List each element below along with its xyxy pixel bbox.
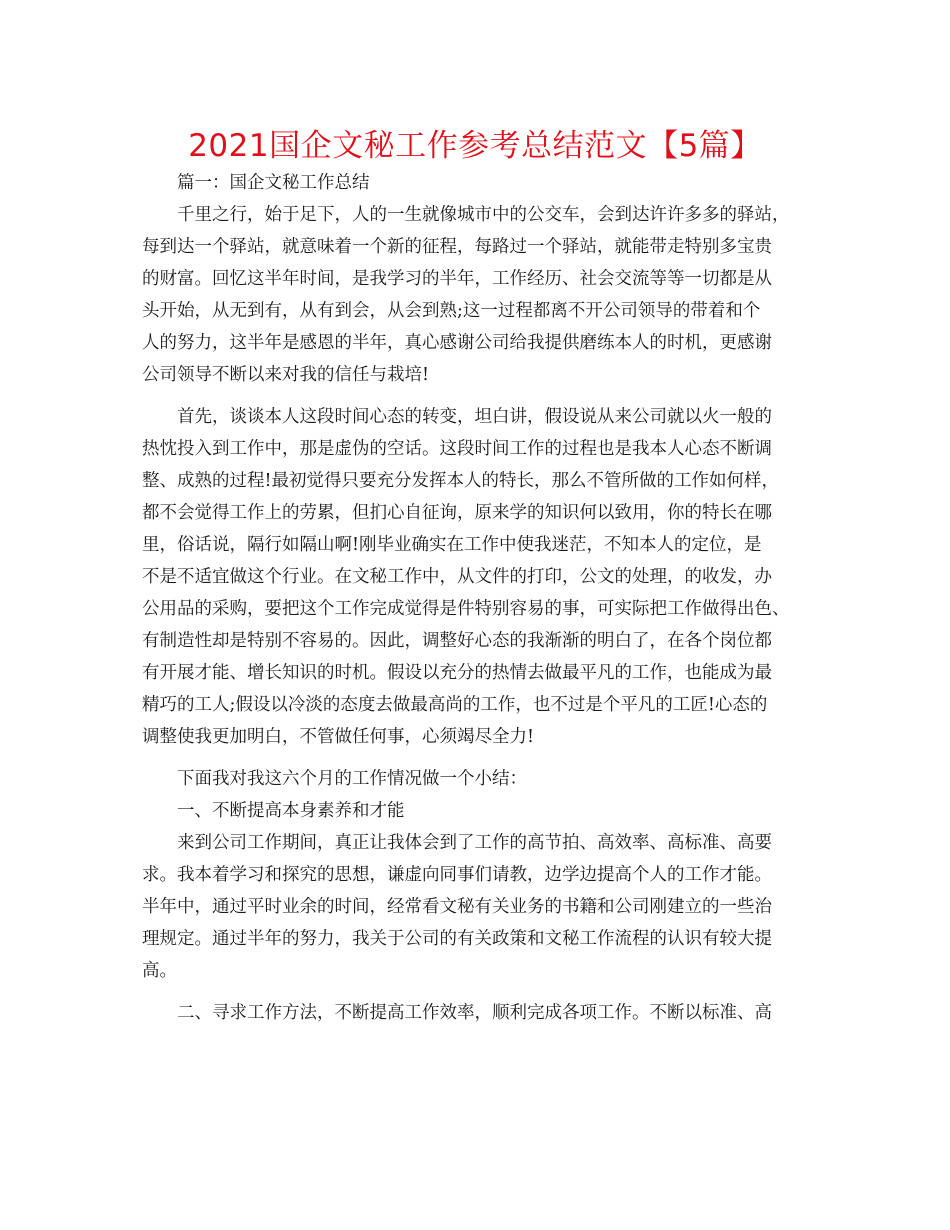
body-line: 热忱投入到工作中，那是虚伪的空话。这段时间工作的过程也是我本人心态不断调 [142, 439, 772, 459]
body-line: 调整使我更加明白，不管做任何事，心须竭尽全力! [142, 727, 535, 747]
body-line: 半年中，通过平时业余的时间，经常看文秘有关业务的书籍和公司刚建立的一些治 [142, 897, 772, 917]
body-line: 下面我对我这六个月的工作情况做一个小结： [177, 769, 527, 789]
document-body [142, 167, 814, 1029]
body-line: 二、寻求工作方法，不断提高工作效率，顺利完成各项工作。不断以标准、高 [177, 1003, 772, 1023]
body-line: 的财富。回忆这半年时间，是我学习的半年，工作经历、社会交流等等一切都是从 [142, 269, 772, 289]
body-line: 有制造性却是特别不容易的。因此，调整好心态的我渐渐的明白了，在各个岗位都 [142, 631, 772, 651]
body-line: 千里之行，始于足下，人的一生就像城市中的公交车，会到达许许多多的驿站， [177, 205, 790, 225]
body-line: 头开始，从无到有，从有到会，从会到熟;这一过程都离不开公司领导的带着和个 [142, 301, 761, 321]
body-line: 来到公司工作期间，真正让我体会到了工作的高节拍、高效率、高标准、高要 [177, 833, 772, 853]
body-line: 公用品的采购，要把这个工作完成觉得是件特别容易的事，可实际把工作做得出色、 [142, 599, 790, 619]
body-line: 理规定。通过半年的努力，我关于公司的有关政策和文秘工作流程的认识有较大提 [142, 929, 772, 949]
body-line: 精巧的工人;假设以冷淡的态度去做最高尚的工作，也不过是个平凡的工匠!心态的 [142, 695, 768, 715]
body-line: 求。我本着学习和探究的思想，谦虚向同事们请教，边学边提高个人的工作才能。 [142, 865, 772, 885]
body-line: 每到达一个驿站，就意味着一个新的征程，每路过一个驿站，就能带走特别多宝贵 [142, 237, 772, 257]
document-title: 2021国企文秘工作参考总结范文【5篇】 [188, 128, 762, 164]
body-line: 首先，谈谈本人这段时间心态的转变，坦白讲，假设说从来公司就以火一般的 [177, 407, 772, 427]
body-line: 人的努力，这半年是感恩的半年，真心感谢公司给我提供磨练本人的时机，更感谢 [142, 333, 772, 353]
body-line: 公司领导不断以来对我的信任与栽培! [142, 365, 430, 385]
body-line: 里，俗话说，隔行如隔山啊!刚毕业确实在工作中使我迷茫，不知本人的定位，是 [142, 535, 762, 555]
body-line: 高。 [142, 961, 177, 981]
body-line: 都不会觉得工作上的劳累，但扪心自征询，原来学的知识何以致用，你的特长在哪 [142, 503, 772, 523]
body-line: 整、成熟的过程!最初觉得只要充分发挥本人的特长，那么不管所做的工作如何样， [142, 471, 780, 491]
body-line: 一、不断提高本身素养和才能 [177, 801, 405, 821]
body-line: 有开展才能、增长知识的时机。假设以充分的热情去做最平凡的工作，也能成为最 [142, 663, 772, 683]
body-line: 篇一：国企文秘工作总结 [177, 173, 370, 193]
body-line: 不是不适宜做这个行业。在文秘工作中，从文件的打印，公文的处理，的收发，办 [142, 567, 772, 587]
